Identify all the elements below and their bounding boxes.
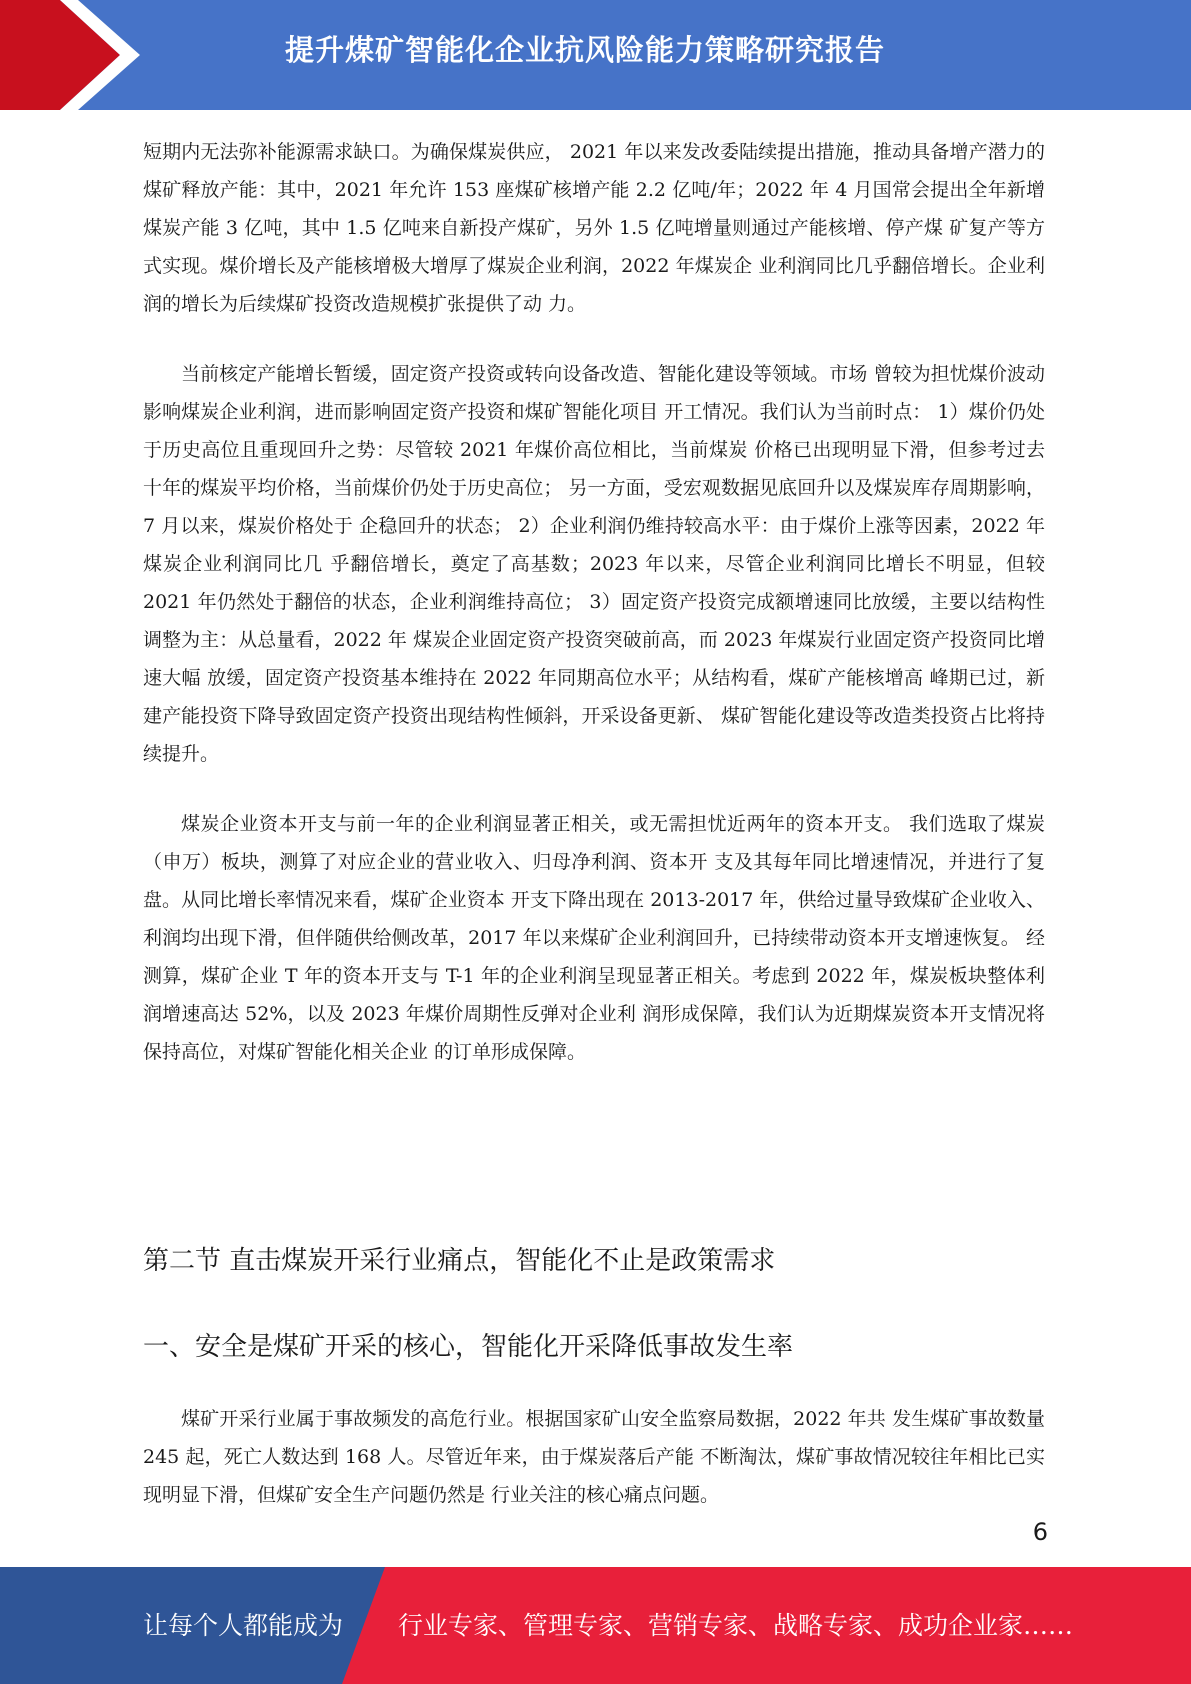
paragraph-3: 煤炭企业资本开支与前一年的企业利润显著正相关，或无需担忧近两年的资本开支。 我们选取了煤炭（申万）板块，测算了对应企业的营业收入、归母净利润、资本开 支及其每年同比增速情况，并进行了复盘。从同比增长率情况来看，煤矿企业资本 开支下降出现在 2013-2017 年，供给过量导致煤矿企业收入、利润均出现下滑，但伴随供给侧改革，2017 年以来煤矿企业利润回升，已持续带动资本开支增速恢复。 经测算，煤矿企业 T 年的资本开支与 T-1 年的企业利润呈现显著正相关。考虑到 2022 年，煤炭板块整体利润增速高达 52%，以及 2023 年煤价周期性反弹对企业利 润形成保障，我们认为近期煤炭资本开支情况将保持高位，对煤矿智能化相关企业 的订单形成保障。 <box>143 813 1045 1063</box>
page-header <box>0 0 1191 110</box>
subsection-heading: 一、安全是煤矿开采的核心，智能化开采降低事故发生率 <box>143 1332 794 1362</box>
paragraph-4: 煤矿开采行业属于事故频发的高危行业。根据国家矿山安全监察局数据，2022 年共 发生煤矿事故数量 245 起，死亡人数达到 168 人。尽管近年来，由于煤炭落后产能 不断淘汰，煤矿事故情况较往年相比已实现明显下滑，但煤矿安全生产问题仍然是 行业关注的核心痛点问题。 <box>143 1408 1045 1506</box>
body-text <box>143 133 1045 1071</box>
section-heading: 第二节 直击煤炭开采行业痛点，智能化不止是政策需求 <box>143 1246 776 1276</box>
paragraph-1: 短期内无法弥补能源需求缺口。为确保煤炭供应， 2021 年以来发改委陆续提出措施，推动具备增产潜力的煤矿释放产能：其中，2021 年允许 153 座煤矿核增产能 2.2 亿吨/年；2022 年 4 月国常会提出全年新增煤炭产能 3 亿吨，其中 1.5 亿吨来自新投产煤矿，另外 1.5 亿吨增量则通过产能核增、停产煤 矿复产等方式实现。煤价增长及产能核增极大增厚了煤炭企业利润，2022 年煤炭企 业利润同比几乎翻倍增长。企业利润的增长为后续煤矿投资改造规模扩张提供了动 力。 <box>143 141 1045 315</box>
page-number: 6 <box>1032 1518 1048 1546</box>
page-footer <box>0 1567 1191 1684</box>
paragraph-2: 当前核定产能增长暂缓，固定资产投资或转向设备改造、智能化建设等领域。市场 曾较为担忧煤价波动影响煤炭企业利润，进而影响固定资产投资和煤矿智能化项目 开工情况。我们认为当前时点： 1）煤价仍处于历史高位且重现回升之势：尽管较 2021 年煤价高位相比，当前煤炭 价格已出现明显下滑，但参考过去十年的煤炭平均价格，当前煤价仍处于历史高位； 另一方面，受宏观数据见底回升以及煤炭库存周期影响，7 月以来，煤炭价格处于 企稳回升的状态； 2）企业利润仍维持较高水平：由于煤价上涨等因素，2022 年煤炭企业利润同比几 乎翻倍增长，奠定了高基数；2023 年以来，尽管企业利润同比增长不明显，但较 2021 年仍然处于翻倍的状态，企业利润维持高位； 3）固定资产投资完成额增速同比放缓，主要以结构性调整为主：从总量看，2022 年 煤炭企业固定资产投资突破前高，而 2023 年煤炭行业固定资产投资同比增速大幅 放缓，固定资产投资基本维持在 2022 年同期高位水平；从结构看，煤矿产能核增高 峰期已过，新建产能投资下降导致固定资产投资出现结构性倾斜，开采设备更新、 煤矿智能化建设等改造类投资占比将持续提升。 <box>143 363 1045 765</box>
report-title: 提升煤矿智能化企业抗风险能力策略研究报告 <box>285 33 886 67</box>
footer-slogan-left: 让每个人都能成为 <box>143 1611 344 1640</box>
footer-slogan-right: 行业专家、管理专家、营销专家、战略专家、成功企业家…… <box>398 1611 1074 1640</box>
